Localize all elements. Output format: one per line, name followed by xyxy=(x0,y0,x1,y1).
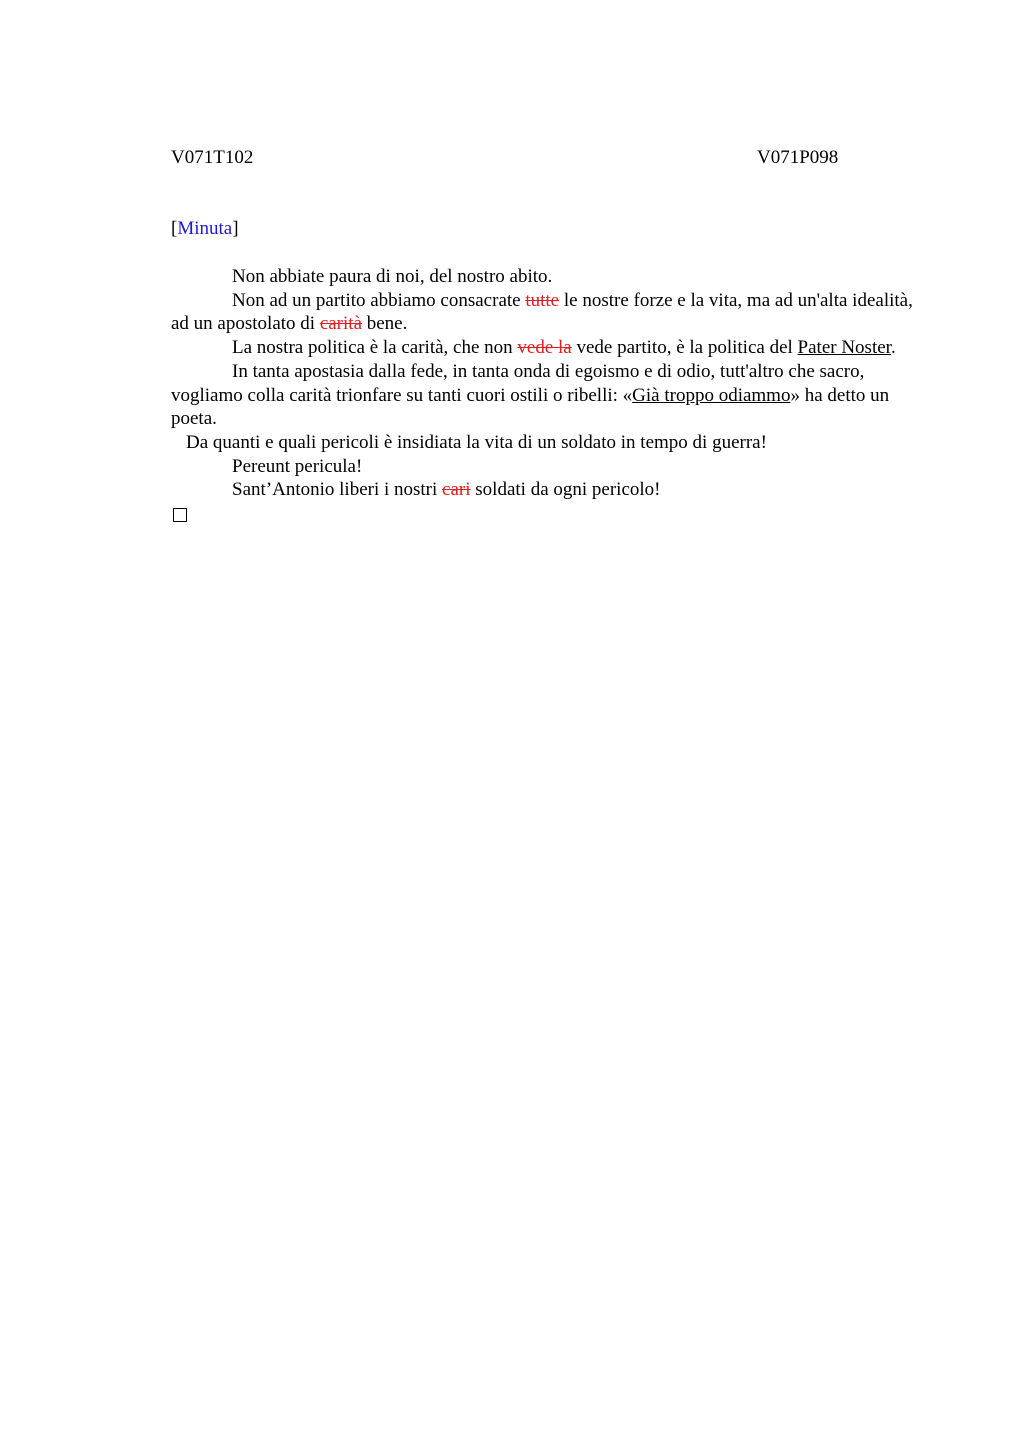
underlined-phrase: Già troppo odiammo xyxy=(632,384,791,406)
paragraph-4-text-b: » ha detto un poeta. xyxy=(171,384,890,430)
paragraph-2-text-b: le nostre forze e la vita, ma ad un'alta idealità, ad un apostolato di xyxy=(171,289,913,335)
paragraph-7-text-b: soldati da ogni pericolo! xyxy=(470,479,661,501)
underlined-phrase: Pater Noster xyxy=(797,337,891,359)
paragraph-7-text-a: Sant’Antonio liberi i nostri xyxy=(232,479,443,501)
checkbox-square-icon xyxy=(173,508,187,522)
paragraph-4-text-a: In tanta apostasia dalla fede, in tanta onda di egoismo e di odio, tutt'altro che sacro, vogliamo colla carità trionfare su tanti cuori ostili o ribelli: « xyxy=(171,360,865,406)
deleted-word: tutte xyxy=(525,289,560,311)
open-bracket: [ xyxy=(171,218,178,239)
paragraph-3-text-c: . xyxy=(890,337,896,359)
deleted-word: vede la xyxy=(517,337,572,359)
deleted-word: carità xyxy=(319,313,362,335)
minuta-text: Minuta xyxy=(177,218,233,239)
paragraph-2-text-c: bene. xyxy=(362,313,408,335)
paragraph-5-text: Da quanti e quali pericoli è insidiata la vita di un soldato in tempo di guerra! xyxy=(186,431,767,453)
end-marker xyxy=(171,502,921,529)
minuta-label xyxy=(171,218,239,240)
paragraph-7 xyxy=(171,478,921,502)
paragraph-1 xyxy=(171,265,921,289)
close-bracket: ] xyxy=(232,218,239,239)
paragraph-6 xyxy=(171,455,921,479)
paragraph-1-text: Non abbiate paura di noi, del nostro abito. xyxy=(232,266,553,287)
paragraph-3 xyxy=(171,336,921,360)
deleted-word: cari xyxy=(442,479,471,501)
document-code-left: V071T102 xyxy=(171,147,254,168)
paragraph-6-text: Pereunt pericula! xyxy=(232,455,363,477)
document-code-right: V071P098 xyxy=(757,147,839,168)
document-body xyxy=(171,265,921,529)
paragraph-5 xyxy=(171,431,921,455)
paragraph-3-text-a: La nostra politica è la carità, che non xyxy=(232,337,518,359)
paragraph-2-text-a: Non ad un partito abbiamo consacrate xyxy=(232,289,526,311)
paragraph-4 xyxy=(171,360,921,431)
paragraph-2 xyxy=(171,289,921,336)
paragraph-3-text-b: vede partito, è la politica del xyxy=(571,337,798,359)
